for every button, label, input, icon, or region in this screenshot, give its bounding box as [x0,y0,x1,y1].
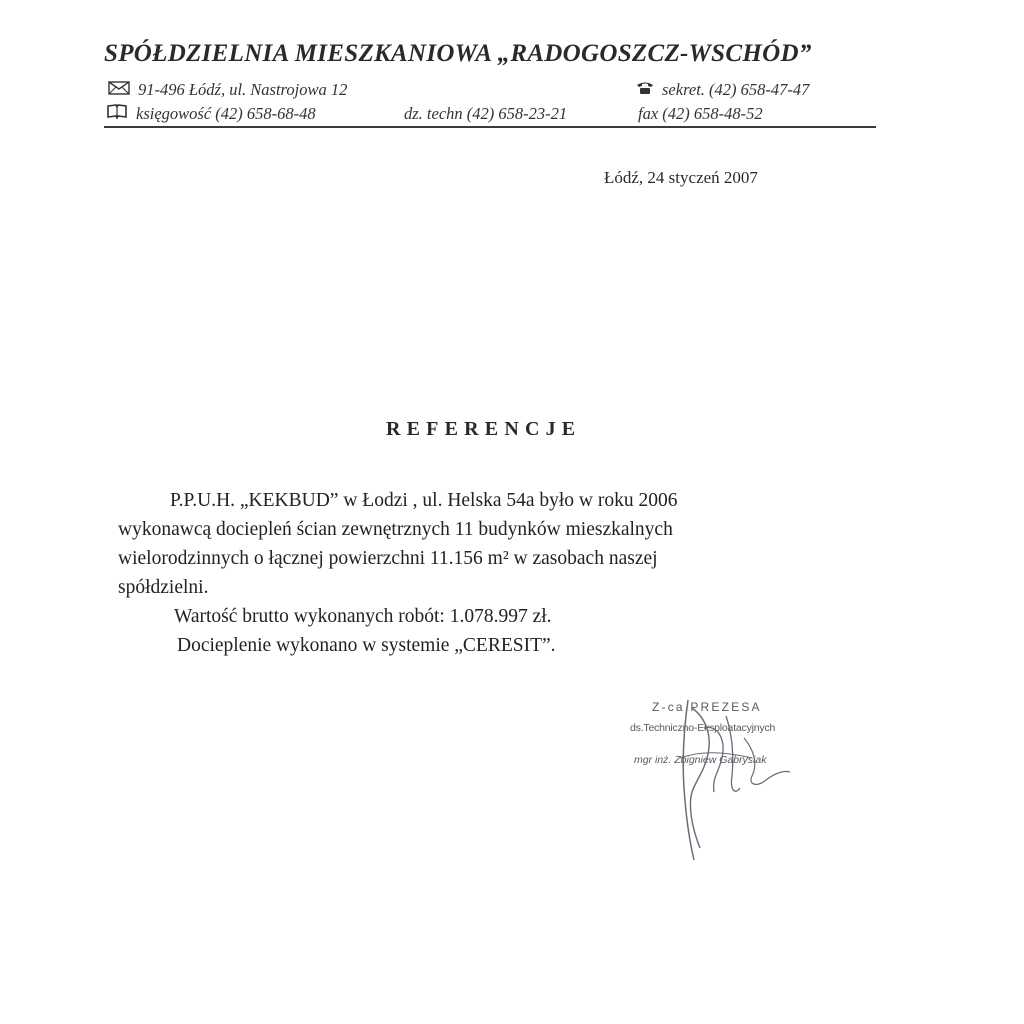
accounting-line [106,104,316,124]
letterhead-divider [104,126,876,128]
accounting-phone: księgowość (42) 658-68-48 [136,104,316,123]
body-line-4: spółdzielni. [118,577,209,598]
technical-line [404,104,567,124]
document-title: REFERENCJE [386,418,582,440]
fax-number: fax (42) 658-48-52 [638,104,763,123]
envelope-icon [108,80,130,100]
stamp-department: ds.Techniczno-Eksploatacyjnych [630,722,776,734]
technical-phone: dz. techn (42) 658-23-21 [404,104,568,123]
book-icon [106,104,128,124]
body-line-1: P.P.U.H. „KEKBUD” w Łodzi , ul. Helska 54a było w roku 2006 [170,490,678,511]
address-text: 91-496 Łódź, ul. Nastrojowa 12 [138,80,348,99]
document-date: Łódź, 24 styczeń 2007 [604,168,758,187]
reference-body [118,486,818,660]
stamp-title: Z-ca PREZESA [652,700,762,714]
telephone-icon [636,80,654,100]
body-line-5: Wartość brutto wykonanych robót: 1.078.997 zł. [174,606,552,627]
secretary-phone: sekret. (42) 658-47-47 [662,80,810,99]
address-line [108,80,347,100]
body-line-3: wielorodzinnych o łącznej powierzchni 11.156 m² w zasobach naszej [118,548,658,569]
handwritten-signature [662,688,832,878]
organization-name: SPÓŁDZIELNIA MIESZKANIOWA „RADOGOSZCZ-WSCHÓD” [104,40,812,67]
secretary-line [636,80,809,100]
body-line-6: Docieplenie wykonano w systemie „CERESIT”. [177,635,556,656]
stamp-name: mgr inż. Zbigniew Gabrysiak [634,754,767,766]
body-line-2: wykonawcą dociepleń ścian zewnętrznych 11 budynków mieszkalnych [118,519,673,540]
fax-line [638,104,763,124]
